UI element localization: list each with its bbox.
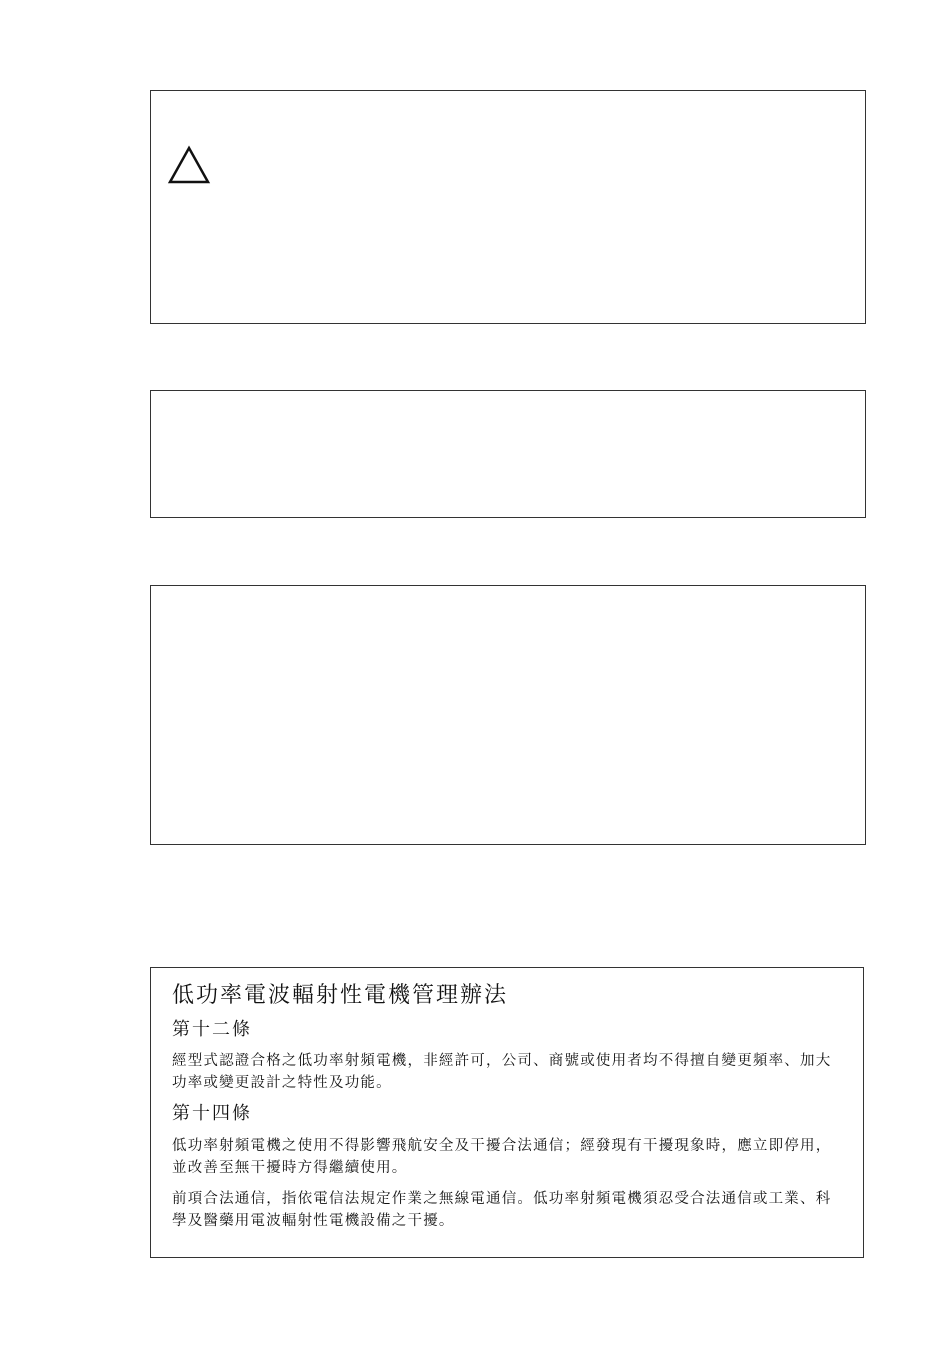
- article-14-heading: 第十四條: [172, 1103, 252, 1124]
- ncc-regulation-box: [150, 967, 864, 1258]
- warning-box: [150, 90, 866, 324]
- notice-box: [150, 390, 866, 518]
- ncc-regulation-content: [172, 982, 844, 1241]
- article-14-text-2: 前項合法通信，指依電信法規定作業之無線電通信。低功率射頻電機須忍受合法通信或工業、科學及醫藥用電波輻射性電機設備之干擾。: [172, 1190, 832, 1229]
- warning-triangle-icon: [167, 145, 211, 185]
- article-14-text-1: 低功率射頻電機之使用不得影響飛航安全及干擾合法通信；經發現有干擾現象時，應立即停用，並改善至無干擾時方得繼續使用。: [172, 1137, 832, 1176]
- info-box: [150, 585, 866, 845]
- article-12-text: 經型式認證合格之低功率射頻電機，非經許可，公司、商號或使用者均不得擅自變更頻率、加大功率或變更設計之特性及功能。: [172, 1053, 832, 1091]
- regulation-title: 低功率電波輻射性電機管理辦法: [172, 983, 509, 1008]
- article-12-heading: 第十二條: [172, 1018, 252, 1040]
